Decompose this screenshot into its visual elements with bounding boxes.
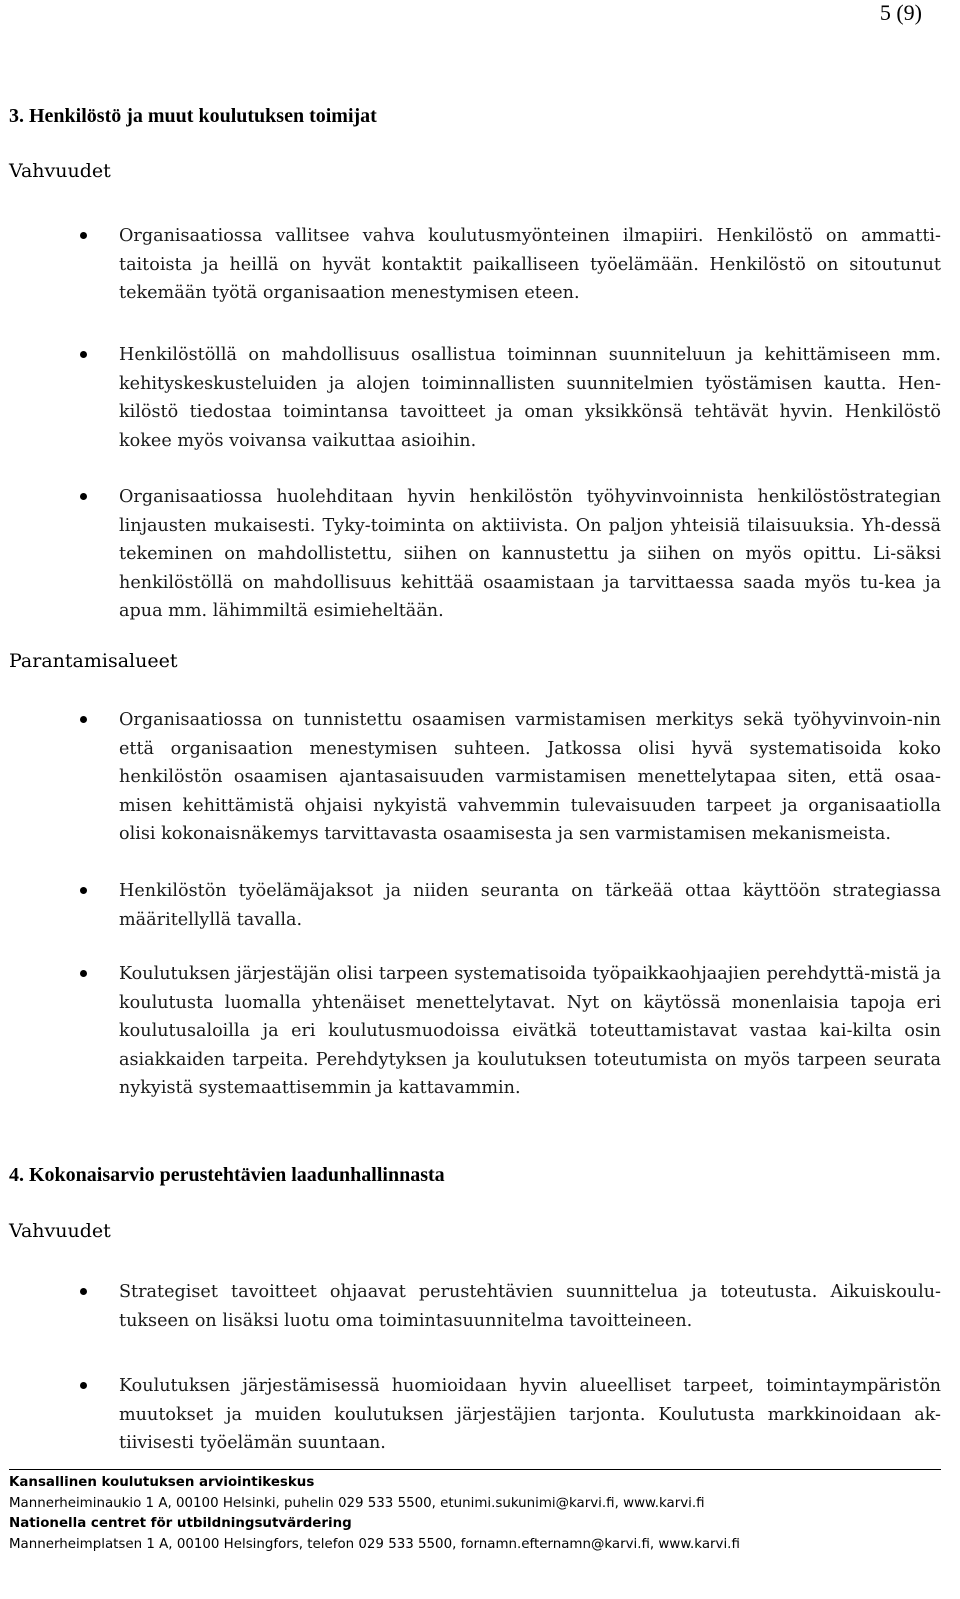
footer-org-sv: Nationella centret för utbildningsutvärdering — [9, 1516, 352, 1531]
bullet-icon — [80, 1382, 87, 1389]
bullet-icon — [80, 970, 87, 977]
list-item — [0, 483, 941, 626]
list-item-text: Koulutuksen järjestämisessä huomioidaan hyvin alueelliset tarpeet, toimintaympäristön muutokset ja muiden koulutuksen järjestäjien tarjonta. Koulutusta markkinoidaan ak-tiivisesti työelämän suuntaan. — [119, 1376, 941, 1453]
list-item — [0, 1278, 941, 1335]
list-item — [0, 877, 941, 934]
list-item — [0, 960, 941, 1103]
footer-divider — [9, 1469, 941, 1470]
list-item-text: Henkilöstön työelämäjaksot ja niiden seuranta on tärkeää ottaa käyttöön strategiassa määritellyllä tavalla. — [119, 881, 941, 930]
footer-address-sv: Mannerheimplatsen 1 A, 00100 Helsingfors, telefon 029 533 5500, fornamn.efternamn@karvi.fi, www.karvi.fi — [9, 1536, 740, 1552]
list-item-text: Strategiset tavoitteet ohjaavat perustehtävien suunnittelua ja toteutusta. Aikuiskoulu-tukseen on lisäksi luotu oma toimintasuunnitelma tavoitteineen. — [119, 1282, 941, 1331]
bullet-icon — [80, 887, 87, 894]
list-item — [0, 341, 941, 455]
section-4-strengths-label: Vahvuudet — [9, 1220, 111, 1242]
bullet-icon — [80, 232, 87, 239]
bullet-icon — [80, 716, 87, 723]
list-item — [0, 222, 941, 308]
section-3-improvements-label: Parantamisalueet — [9, 650, 178, 672]
section-3-heading: 3. Henkilöstö ja muut koulutuksen toimijat — [9, 105, 377, 127]
list-item-text: Organisaatiossa on tunnistettu osaamisen varmistamisen merkitys sekä työhyvinvoin-nin että organisaation menestymisen suhteen. Jatkossa olisi hyvä systematisoida koko henkilöstön osaamisen ajantasaisuuden varmistamisen menettelytapaa siten, että osaa-misen kehittämistä ohjaisi nykyistä vahvemmin tulevaisuuden tarpeet ja organisaatiolla olisi kokonaisnäkemys tarvittavasta osaamisesta ja sen varmistamisen mekanismeista. — [119, 710, 941, 844]
list-item — [0, 706, 941, 849]
bullet-icon — [80, 351, 87, 358]
list-item — [0, 1372, 941, 1458]
footer-org-fi: Kansallinen koulutuksen arviointikeskus — [9, 1475, 315, 1490]
footer — [9, 1473, 949, 1555]
section-4-heading: 4. Kokonaisarvio perustehtävien laadunhallinnasta — [9, 1164, 445, 1186]
list-item-text: Organisaatiossa vallitsee vahva koulutusmyönteinen ilmapiiri. Henkilöstö on ammatti-taitoista ja heillä on hyvät kontaktit paikalliseen työelämään. Henkilöstö on sitoutunut tekemään työtä organisaation menestymisen eteen. — [119, 226, 941, 303]
footer-address-fi: Mannerheiminaukio 1 A, 00100 Helsinki, puhelin 029 533 5500, etunimi.sukunimi@karvi.fi, www.karvi.fi — [9, 1495, 705, 1511]
page-number: 5 (9) — [879, 0, 922, 25]
section-3-strengths-label: Vahvuudet — [9, 160, 111, 182]
list-item-text: Henkilöstöllä on mahdollisuus osallistua toiminnan suunniteluun ja kehittämiseen mm. kehityskeskusteluiden ja alojen toiminnallisten suunnitelmien työstämisen kautta. Hen-kilöstö tiedostaa toimintansa tavoitteet ja oman yksikkönsä tehtävät hyvin. Henkilöstö kokee myös voivansa vaikuttaa asioihin. — [119, 345, 941, 451]
bullet-icon — [80, 493, 87, 500]
bullet-icon — [80, 1288, 87, 1295]
list-item-text: Koulutuksen järjestäjän olisi tarpeen systematisoida työpaikkaohjaajien perehdyttä-mistä ja koulutusta luomalla yhtenäiset menettelytavat. Nyt on käytössä monenlaisia tapoja eri koulutusaloilla ja eri koulutusmuodoissa eivätkä toteuttamistavat vastaa kai-kilta osin asiakkaiden tarpeita. Perehdytyksen ja koulutuksen toteutumista on myös tarpeen seurata nykyistä systemaattisemmin ja kattavammin. — [119, 964, 941, 1098]
list-item-text: Organisaatiossa huolehditaan hyvin henkilöstön työhyvinvoinnista henkilöstöstrategian linjausten mukaisesti. Tyky-toiminta on aktiivista. On paljon yhteisiä tilaisuuksia. Yh-dessä tekeminen on mahdollistettu, siihen on kannustettu ja siihen on myös opittu. Li-säksi henkilöstöllä on mahdollisuus kehittää osaamistaan ja tarvittaessa saada myös tu-kea ja apua mm. lähimmiltä esimieheltään. — [119, 487, 941, 621]
